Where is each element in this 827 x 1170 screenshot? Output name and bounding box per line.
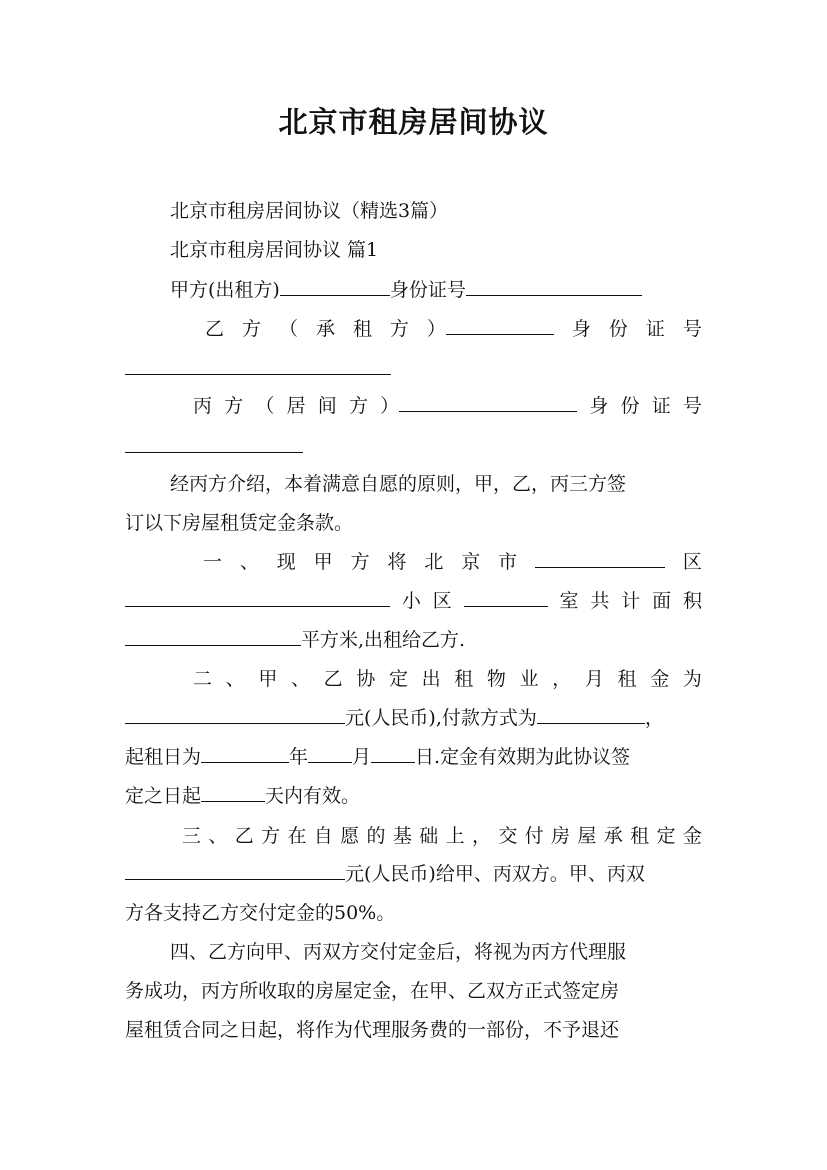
- party-b-label-char: 租: [352, 318, 372, 340]
- start-date-label: 起租日为: [125, 746, 202, 768]
- party-b-label-char: 方: [389, 318, 409, 340]
- party-c-id-blank: [125, 430, 303, 453]
- clause1-char: 一: [203, 551, 223, 573]
- clause2-char: 为: [682, 668, 702, 690]
- clause1-char: 市: [498, 551, 518, 573]
- party-b-label-char: ）: [426, 318, 446, 340]
- clause1-char: 共: [590, 590, 610, 612]
- clause1-char: 区: [432, 590, 452, 612]
- clause2-line2: [125, 704, 702, 732]
- deposit-amount-blank: [125, 861, 345, 880]
- clause2-char: 乙: [323, 668, 343, 690]
- year-label: 年: [289, 746, 309, 768]
- party-b-label-char: 乙: [205, 318, 225, 340]
- clause1-char: 积: [682, 590, 702, 612]
- party-a-label: 甲方(出租方): [170, 279, 280, 301]
- clause3-char: 房: [551, 825, 571, 847]
- clause3-char: 基: [392, 825, 412, 847]
- days-blank: [201, 783, 265, 802]
- clause1-line3-text: 平方米,出租给乙方.: [301, 629, 466, 651]
- clause1-char: 现: [276, 551, 296, 573]
- clause2-char: 定: [388, 668, 408, 690]
- party-b-id-char: 份: [608, 318, 628, 340]
- clause3-char: 上: [445, 825, 465, 847]
- clause2-line4-end: 天内有效。: [265, 785, 361, 807]
- clause3-char: 屋: [577, 825, 597, 847]
- clause2-char: ，: [552, 668, 572, 690]
- clause3-line2: [125, 860, 702, 888]
- party-c-name-blank: [399, 393, 577, 412]
- clause3-char: 的: [366, 825, 386, 847]
- party-a-line: [170, 276, 682, 304]
- party-c-label-char: 间: [317, 395, 337, 417]
- clause2-line3: [125, 743, 702, 771]
- intro-line: 经丙方介绍，本着满意自愿的原则，甲，乙，丙三方签: [170, 473, 627, 495]
- document-title: 北京市租房居间协议: [278, 105, 549, 139]
- party-b-id-char: 身: [571, 318, 591, 340]
- clause3-char: 承: [603, 825, 623, 847]
- clause2-char: 月: [584, 668, 604, 690]
- party-b-id-char: 证: [645, 318, 665, 340]
- clause3-char: 自: [313, 825, 333, 847]
- day-blank: [371, 744, 415, 763]
- clause2-line4: [125, 782, 702, 810]
- year-blank: [201, 744, 289, 763]
- clause4-line2: 务成功，丙方所收取的房屋定金，在甲、乙双方正式签定房: [125, 980, 620, 1002]
- month-blank: [308, 744, 352, 763]
- party-c-id-char: 号: [682, 395, 702, 417]
- party-c-id-char: 证: [651, 395, 671, 417]
- clause3-char: 乙: [234, 825, 254, 847]
- payment-method-blank: [537, 705, 645, 724]
- party-b-label-char: 方: [241, 318, 261, 340]
- party-a-id-label: 身份证号: [389, 279, 466, 301]
- clause2-char: 出: [421, 668, 441, 690]
- party-c-label-char: 方: [224, 395, 244, 417]
- clause2-char: 业: [519, 668, 539, 690]
- clause1-char: 、: [239, 551, 259, 573]
- clause3-char: 租: [630, 825, 650, 847]
- month-label: 月: [352, 746, 372, 768]
- section-heading: 北京市租房居间协议 篇1: [170, 239, 379, 261]
- clause2-char: 物: [486, 668, 506, 690]
- community-blank: [125, 588, 390, 607]
- clause3-line2-text: 元(人民币)给甲、丙双方。甲、丙双: [345, 863, 645, 885]
- clause2-line1: [193, 665, 702, 693]
- clause1-line2: [125, 587, 702, 615]
- subtitle: 北京市租房居间协议（精选3篇）: [170, 200, 449, 222]
- clause1-line3: [125, 626, 702, 654]
- clause2-char: 、: [290, 668, 310, 690]
- room-blank: [464, 588, 548, 607]
- clause2-char: 二: [193, 668, 213, 690]
- clause3-char: 础: [419, 825, 439, 847]
- party-c-line: [193, 392, 702, 420]
- clause1-line1: [203, 548, 702, 576]
- clause2-line4-text: 定之日起: [125, 785, 202, 807]
- clause2-char: 金: [650, 668, 670, 690]
- clause3-char: 金: [682, 825, 702, 847]
- party-c-id-char: 身: [589, 395, 609, 417]
- clause3-char: 三: [182, 825, 202, 847]
- clause1-char: 北: [424, 551, 444, 573]
- clause3-line1: [182, 822, 702, 850]
- clause3-char: 定: [656, 825, 676, 847]
- district-blank: [535, 549, 665, 568]
- clause3-char: ，: [471, 825, 491, 847]
- clause2-char: 、: [225, 668, 245, 690]
- clause4-line3: 屋租赁合同之日起，将作为代理服务费的一部份，不予退还: [125, 1019, 620, 1041]
- clause2-line2-end: ，: [644, 707, 664, 729]
- clause2-char: 甲: [258, 668, 278, 690]
- party-b-name-blank: [446, 316, 554, 335]
- clause1-char: 方: [350, 551, 370, 573]
- party-c-label-char: 方: [348, 395, 368, 417]
- party-c-label-char: 丙: [193, 395, 213, 417]
- clause1-char: 甲: [313, 551, 333, 573]
- clause2-char: 协: [356, 668, 376, 690]
- clause2-char: 租: [454, 668, 474, 690]
- party-a-name-blank: [280, 277, 390, 296]
- party-a-id-blank: [466, 277, 642, 296]
- clause3-char: 方: [261, 825, 281, 847]
- clause1-char: 计: [621, 590, 641, 612]
- party-c-id-char: 份: [620, 395, 640, 417]
- clause1-char: 将: [387, 551, 407, 573]
- clause3-line3: 方各支持乙方交付定金的50%。: [125, 902, 396, 924]
- rent-amount-blank: [125, 705, 345, 724]
- clause1-char: 小: [401, 590, 421, 612]
- clause1-char: 室: [559, 590, 579, 612]
- party-c-label-char: 居: [286, 395, 306, 417]
- party-b-label-char: （: [278, 318, 298, 340]
- clause2-line2-text: 元(人民币),付款方式为: [345, 707, 537, 729]
- clause1-char: 京: [461, 551, 481, 573]
- clause3-char: 、: [208, 825, 228, 847]
- party-b-id-char: 号: [682, 318, 702, 340]
- party-b-label-char: 承: [315, 318, 335, 340]
- clause1-char: 区: [682, 551, 702, 573]
- clause4-line1: 四、乙方向甲、丙双方交付定金后，将视为丙方代理服: [170, 941, 627, 963]
- intro-line: 订以下房屋租赁定金条款。: [125, 512, 354, 534]
- clause1-char: 面: [652, 590, 672, 612]
- party-b-line: [205, 315, 702, 343]
- clause2-line3-text: 日.定金有效期为此协议签: [415, 746, 631, 768]
- clause3-char: 交: [498, 825, 518, 847]
- party-c-label-char: （: [255, 395, 275, 417]
- party-b-id-blank: [125, 352, 391, 375]
- clause3-char: 付: [524, 825, 544, 847]
- clause3-char: 在: [287, 825, 307, 847]
- party-c-label-char: ）: [380, 395, 400, 417]
- clause3-char: 愿: [340, 825, 360, 847]
- clause2-char: 租: [617, 668, 637, 690]
- area-blank: [125, 627, 301, 646]
